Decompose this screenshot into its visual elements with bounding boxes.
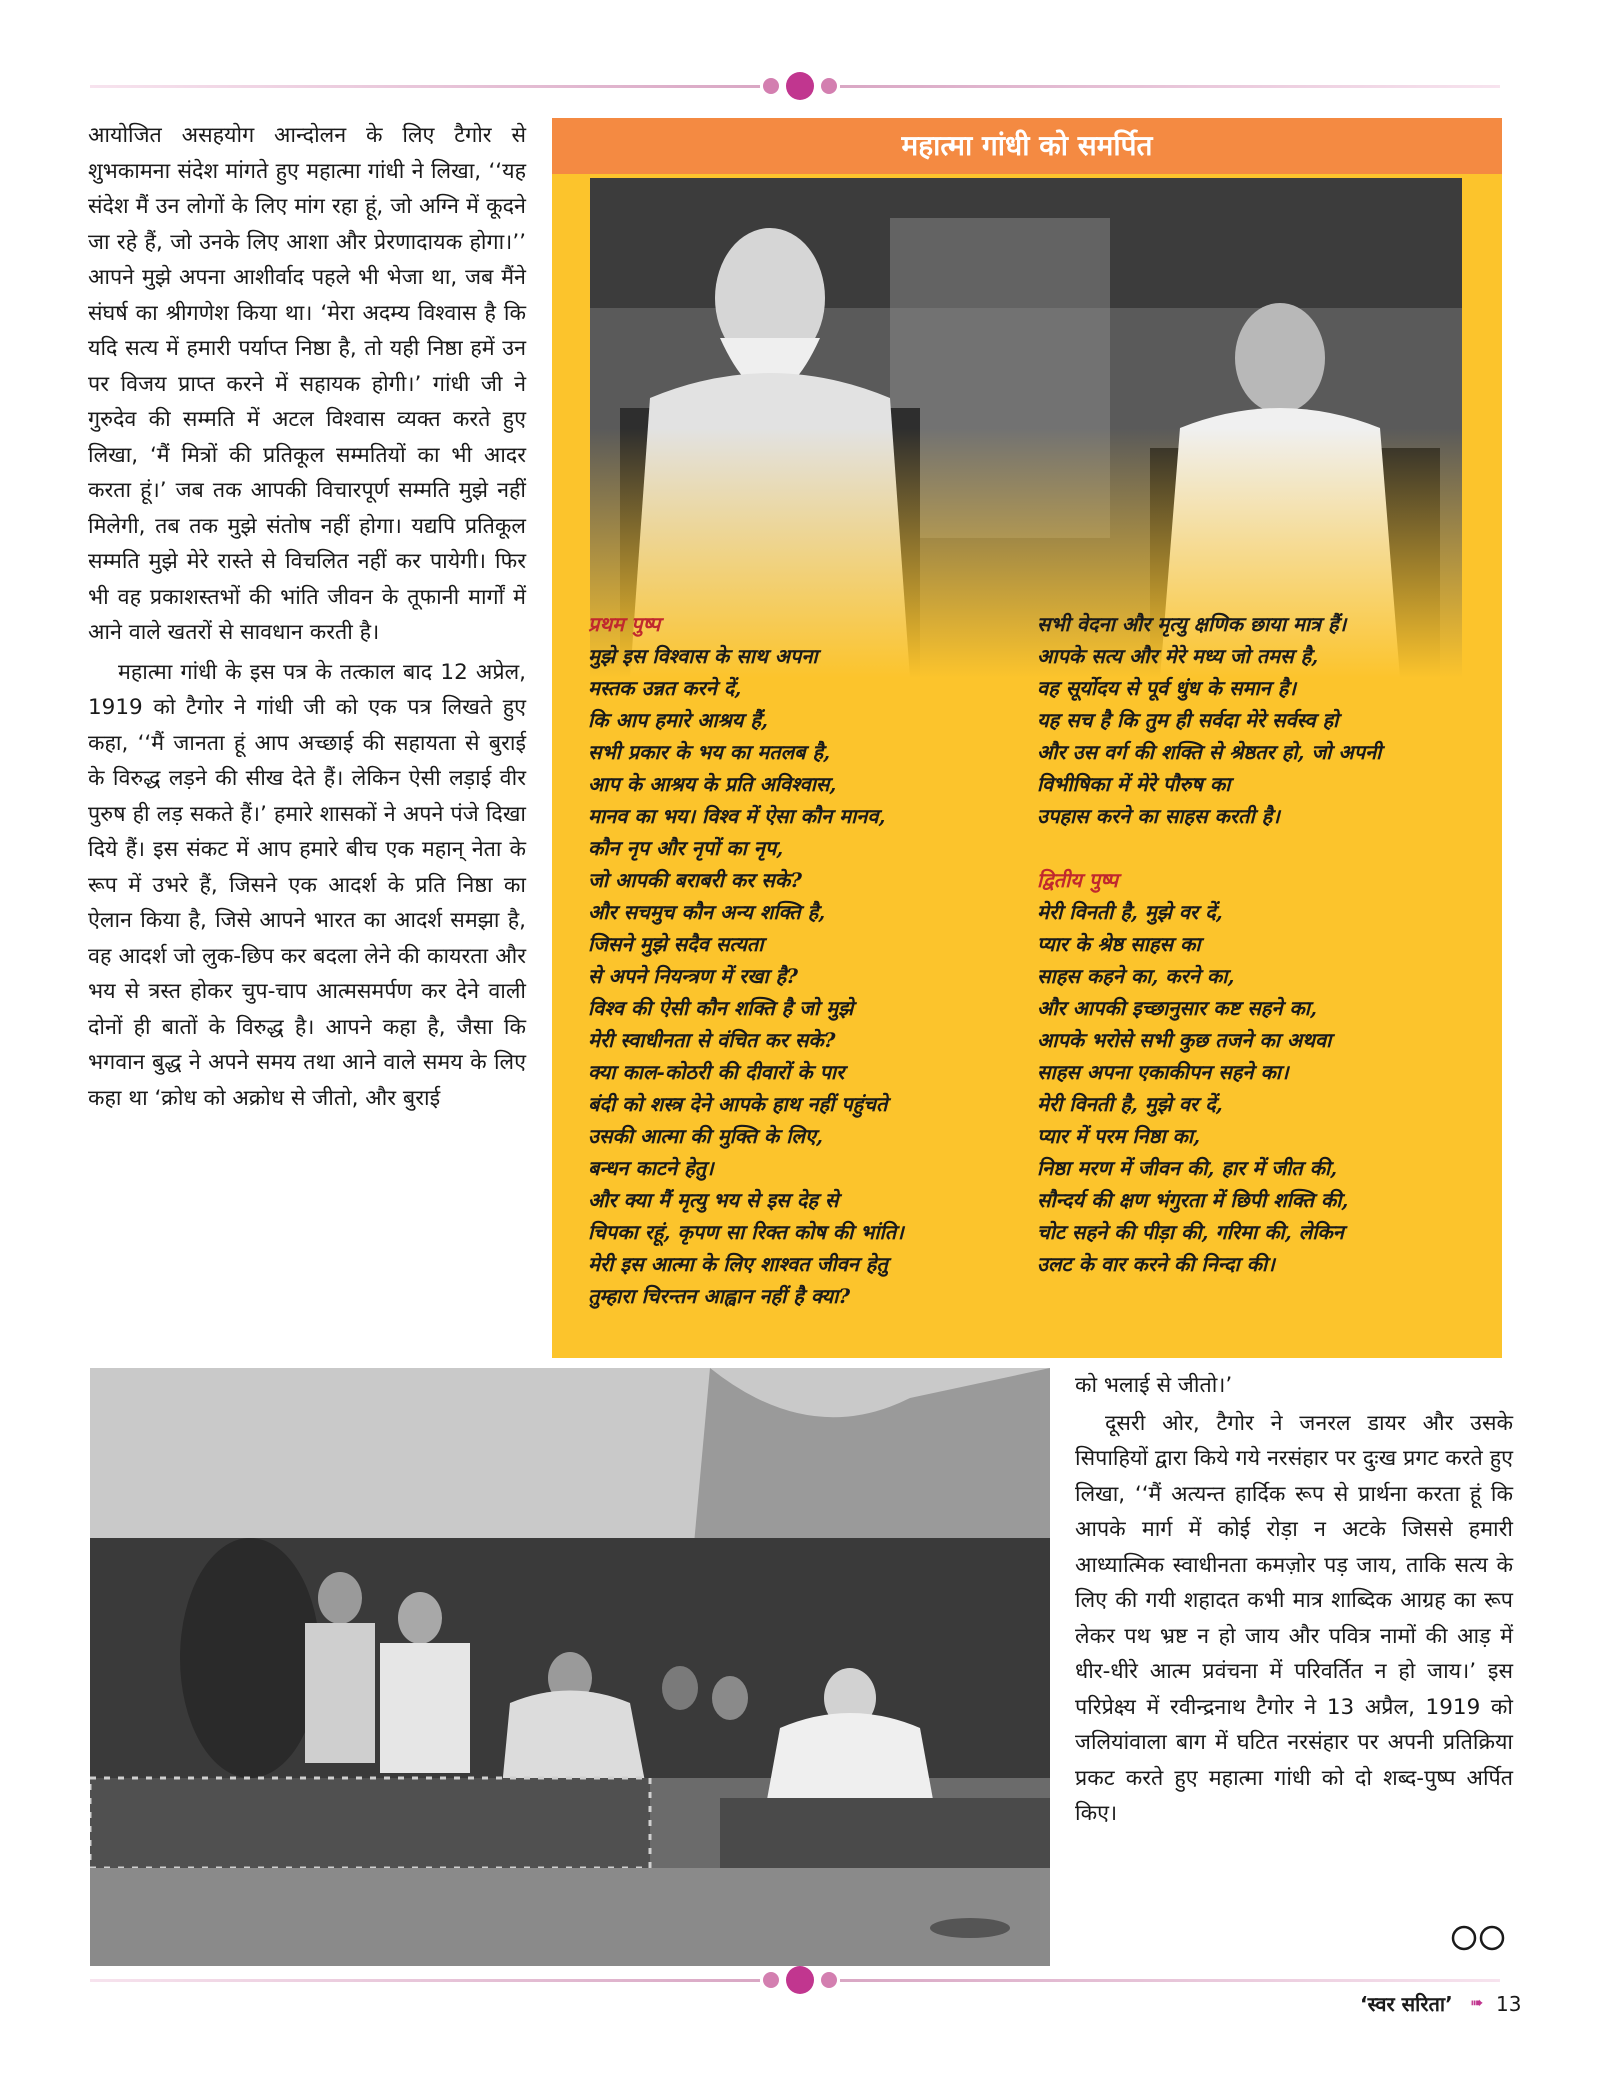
poem-line: चिपका रहूं, कृपण सा रिक्त कोष की भांति। xyxy=(588,1220,904,1244)
poem-line: विभीषिका में मेरे पौरुष का xyxy=(1037,772,1231,796)
poem-line: आप के आश्रय के प्रति अविश्वास, xyxy=(588,772,837,796)
magazine-name: ‘स्वर सरिता’ xyxy=(1360,1992,1453,2016)
poem-line: चोट सहने की पीड़ा की, गरिमा की, लेकिन xyxy=(1037,1220,1344,1244)
poem-line: मेरी विनती है, मुझे वर दें, xyxy=(1037,900,1223,924)
poem-heading: द्वितीय पुष्प xyxy=(1037,868,1118,892)
poem-line: वह सूर्योदय से पूर्व धुंध के समान है। xyxy=(1037,676,1296,700)
poem-first-flower xyxy=(588,608,904,1312)
poem-heading: प्रथम पुष्प xyxy=(588,612,661,636)
poem-line: प्यार में परम निष्ठा का, xyxy=(1037,1124,1201,1148)
poem-line: कौन नृप और नृपों का नृप, xyxy=(588,836,784,860)
paragraph: दूसरी ओर, टैगोर ने जनरल डायर और उसके सिपाहियों द्वारा किये गये नरसंहार पर दुःख प्रगट करते हुए लिखा, ‘‘मैं अत्यन्त हार्दिक रूप से प्रार्थना करता हूं कि आपके मार्ग में कोई रोड़ा न अटके जिससे हमारी आध्यात्मिक स्वाधीनता कमज़ोर पड़ जाय, ताकि सत्य के लिए की गयी शहादत कभी मात्र शाब्दिक आग्रह का रूप लेकर पथ भ्रष्ट न हो जाय और पवित्र नामों की आड़ में धीर-धीरे आत्म प्रवंचना में परिवर्तित न हो जाय।’ इस परिप्रेक्ष्य में रवीन्द्रनाथ टैगोर ने 13 अप्रैल, 1919 को जलियांवाला बाग में घटित नरसंहार पर अपनी प्रतिक्रिया प्रकट करते हुए महात्मा गांधी को दो शब्द-पुष्प अर्पित किए। xyxy=(1075,1410,1513,1826)
page-number: 13 xyxy=(1496,1992,1522,2016)
poem-line: तुम्हारा चिरन्तन आह्वान नहीं है क्या? xyxy=(588,1284,851,1308)
poem-line: सौन्दर्य की क्षण भंगुरता में छिपी शक्ति की, xyxy=(1037,1188,1349,1212)
poem-line: जिसने मुझे सदैव सत्यता xyxy=(588,932,764,956)
poem-line: विश्व की ऐसी कौन शक्ति है जो मुझे xyxy=(588,996,854,1020)
poem-line: आपके सत्य और मेरे मध्य जो तमस है, xyxy=(1037,644,1319,668)
poem-line: बन्धन काटने हेतु। xyxy=(588,1156,714,1180)
right-text-column xyxy=(1075,1368,1513,1832)
poem-line: और सचमुच कौन अन्य शक्ति है, xyxy=(588,900,826,924)
poem-line: उलट के वार करने की निन्दा की। xyxy=(1037,1252,1275,1276)
left-text-column xyxy=(88,118,526,1116)
poem-line: प्यार के श्रेष्ठ साहस का xyxy=(1037,932,1201,956)
gathering-photo xyxy=(90,1368,1050,1966)
poem-line: मेरी इस आत्मा के लिए शाश्वत जीवन हेतु xyxy=(588,1252,888,1276)
poem-line: जो आपकी बराबरी कर सके? xyxy=(588,868,802,892)
tagore-gandhi-photo xyxy=(590,178,1462,678)
paragraph: को भलाई से जीतो।’ xyxy=(1075,1373,1233,1398)
poem-line: और उस वर्ग की शक्ति से श्रेष्ठतर हो, जो अपनी xyxy=(1037,740,1382,764)
poem-line: कि आप हमारे आश्रय हैं, xyxy=(588,708,768,732)
poem-line: उसकी आत्मा की मुक्ति के लिए, xyxy=(588,1124,823,1148)
poem-line: से अपने नियन्त्रण में रखा है? xyxy=(588,964,798,988)
poem-line: साहस कहने का, करने का, xyxy=(1037,964,1235,988)
box-title: महात्मा गांधी को समर्पित xyxy=(552,118,1502,174)
end-mark-icon xyxy=(1448,1924,1510,1956)
paragraph: महात्मा गांधी के इस पत्र के तत्काल बाद 12 अप्रेल, 1919 को टैगोर ने गांधी जी को एक पत्र लिखते हुए कहा, ‘‘मैं जानता हूं आप अच्छाई की सहायता से बुराई के विरुद्ध लड़ने की सीख देते हैं। लेकिन ऐसी लड़ाई वीर पुरुष ही लड़ सकते हैं।’ हमारे शासकों ने अपने पंजे दिखा दिये हैं। इस संकट में आप हमारे बीच एक महान् नेता के रूप में उभरे हैं, जिसने एक आदर्श के प्रति निष्ठा का ऐलान किया है, जिसे आपने भारत का आदर्श समझा है, वह आदर्श जो लुक-छिप कर बदला लेने की कायरता और भय से त्रस्त होकर चुप-चाप आत्मसमर्पण कर देने वाली दोनों ही बातों के विरुद्ध है। आपने कहा है, जैसा कि भगवान बुद्ध ने अपने समय तथा आने वाले समय के लिए कहा था ‘क्रोध को अक्रोध से जीतो, और बुराई xyxy=(88,659,526,1111)
poem-line: क्या काल-कोठरी की दीवारों के पार xyxy=(588,1060,845,1084)
poem-line: बंदी को शस्त्र देने आपके हाथ नहीं पहुंचते xyxy=(588,1092,888,1116)
poem-line: और क्या मैं मृत्यु भय से इस देह से xyxy=(588,1188,839,1212)
dedication-box xyxy=(552,118,1502,1358)
poem-line: मस्तक उन्नत करने दें, xyxy=(588,676,742,700)
top-ornament xyxy=(0,66,1600,106)
poem-line: और आपकी इच्छानुसार कष्ट सहने का, xyxy=(1037,996,1317,1020)
poem-line: आपके भरोसे सभी कुछ तजने का अथवा xyxy=(1037,1028,1332,1052)
poem-second-flower xyxy=(1037,608,1381,1280)
poem-line: मेरी विनती है, मुझे वर दें, xyxy=(1037,1092,1223,1116)
poem-line: सभी वेदना और मृत्यु क्षणिक छाया मात्र हैं। xyxy=(1037,612,1347,636)
paragraph: आयोजित असहयोग आन्दोलन के लिए टैगोर से शुभकामना संदेश मांगते हुए महात्मा गांधी ने लिखा, ‘‘यह संदेश मैं उन लोगों के लिए मांग रहा हूं, जो अग्नि में कूदने जा रहे हैं, जो उनके लिए आशा और प्रेरणादायक होगा।’’ आपने मुझे अपना आशीर्वाद पहले भी भेजा था, जब मैंने संघर्ष का श्रीगणेश किया था। ‘मेरा अदम्य विश्वास है कि यदि सत्य में हमारी पर्याप्त निष्ठा है, तो यही निष्ठा हमें उन पर विजय प्राप्त करने में सहायक होगी।’ गांधी जी ने गुरुदेव की सम्मति में अटल विश्वास व्यक्त करते हुए लिखा, ‘मैं मित्रों की प्रतिकूल सम्मतियों का भी आदर करता हूं।’ जब तक आपकी विचारपूर्ण सम्मति मुझे नहीं मिलेगी, तब तक मुझे संतोष नहीं होगा। यद्यपि प्रतिकूल सम्मति मुझे मेरे रास्ते से विचलित नहीं कर पायेगी। फिर भी वह प्रकाशस्तभों की भांति जीवन के तूफानी मार्गों में आने वाले खतरों से सावधान करती है। xyxy=(88,123,526,645)
arrow-icon: ➠ xyxy=(1470,1993,1484,2012)
poem-line: यह सच है कि तुम ही सर्वदा मेरे सर्वस्व हो xyxy=(1037,708,1339,732)
poem-line: उपहास करने का साहस करती है। xyxy=(1037,804,1280,828)
poem-line: मेरी स्वाधीनता से वंचित कर सके? xyxy=(588,1028,836,1052)
poem-line: मुझे इस विश्वास के साथ अपना xyxy=(588,644,818,668)
poem-line: निष्ठा मरण में जीवन की, हार में जीत की, xyxy=(1037,1156,1338,1180)
poem-line: साहस अपना एकाकीपन सहने का। xyxy=(1037,1060,1289,1084)
poem-line: मानव का भय। विश्व में ऐसा कौन मानव, xyxy=(588,804,886,828)
poem-line: सभी प्रकार के भय का मतलब है, xyxy=(588,740,831,764)
